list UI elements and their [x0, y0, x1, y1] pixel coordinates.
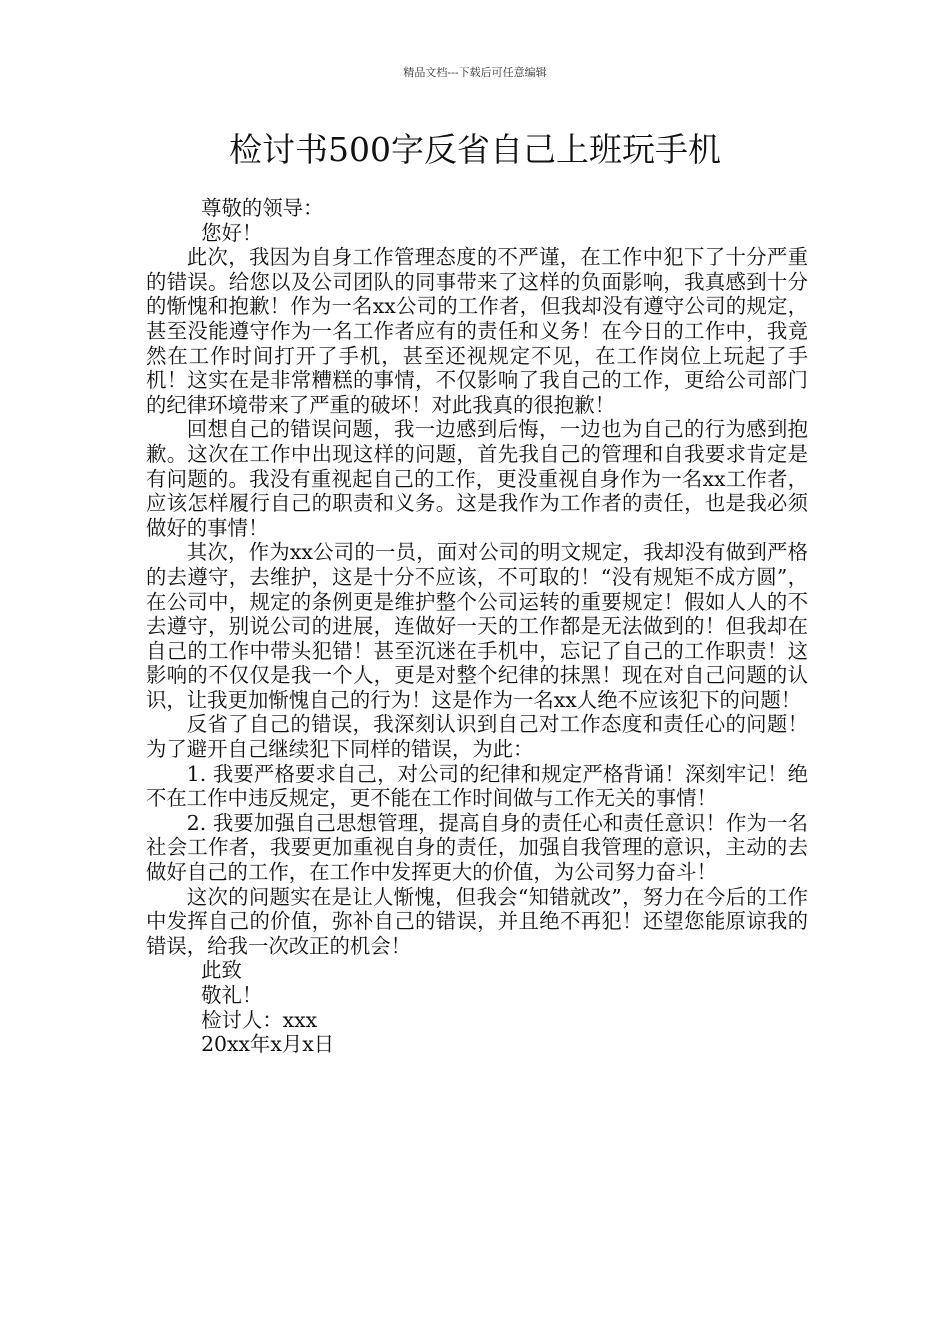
paragraph-commitment-2: 2. 我要加强自己思想管理，提高自身的责任心和责任意识！作为一名社会工作者，我要更加重视自身的责任，加强自我管理的意识，主动的去做好自己的工作，在工作中发挥更大的价值，为公司努力奋斗！	[146, 810, 808, 885]
signature: 检讨人：xxx	[201, 1007, 318, 1032]
document-title: 检讨书500字反省自己上班玩手机	[229, 130, 721, 169]
closing: 此致	[201, 958, 242, 983]
date: 20xx年x月x日	[201, 1032, 335, 1057]
salutation: 尊敬的领导：	[201, 196, 324, 220]
letter-body	[146, 196, 808, 1057]
paragraph-conclusion: 这次的问题实在是让人惭愧，但我会“知错就改”，努力在今后的工作中发挥自己的价值，弥补自己的错误，并且绝不再犯！还望您能原谅我的错误，给我一次改正的机会！	[146, 884, 808, 958]
paragraph-incident: 此次，我因为自身工作管理态度的不严谨，在工作中犯下了十分严重的错误。给您以及公司团队的同事带来了这样的负面影响，我真感到十分的惭愧和抱歉！作为一名xx公司的工作者，但我却没有遵守公司的规定，甚至没能遵守作为一名工作者应有的责任和义务！在今日的工作中，我竟然在工作时间打开了手机，甚至还视规定不见，在工作岗位上玩起了手机！这实在是非常糟糕的事情，不仅影响了我自己的工作，更给公司部门的纪律环境带来了严重的破坏！对此我真的很抱歉！	[146, 245, 808, 417]
greeting: 您好！	[201, 220, 263, 245]
paragraph-commitment-intro: 反省了自己的错误，我深刻认识到自己对工作态度和责任心的问题！为了避开自己继续犯下同样的错误，为此：	[146, 712, 808, 762]
paragraph-reflection: 回想自己的错误问题，我一边感到后悔，一边也为自己的行为感到抱歉。这次在工作中出现这样的问题，首先我自己的管理和自我要求肯定是有问题的。我没有重视起自己的工作，更没重视自身作为一名xx工作者，应该怎样履行自己的职责和义务。这是我作为工作者的责任，也是我必须做好的事情！	[146, 417, 808, 540]
header-note: 精品文档---下载后可任意编辑	[403, 66, 547, 79]
regards: 敬礼！	[201, 983, 263, 1007]
paragraph-rules: 其次，作为xx公司的一员，面对公司的明文规定，我却没有做到严格的去遵守，去维护，这是十分不应该，不可取的！“没有规矩不成方圆”，在公司中，规定的条例更是维护整个公司运转的重要规定！假如人人的不去遵守，别说公司的进展，连做好一天的工作都是无法做到的！但我却在自己的工作中带头犯错！甚至沉迷在手机中，忘记了自己的工作职责！这影响的不仅仅是我一个人，更是对整个纪律的抹黑！现在对自己问题的认识，让我更加惭愧自己的行为！这是作为一名xx人绝不应该犯下的问题！	[146, 540, 808, 712]
paragraph-commitment-1: 1. 我要严格要求自己，对公司的纪律和规定严格背诵！深刻牢记！绝不在工作中违反规定，更不能在工作时间做与工作无关的事情！	[146, 761, 808, 811]
